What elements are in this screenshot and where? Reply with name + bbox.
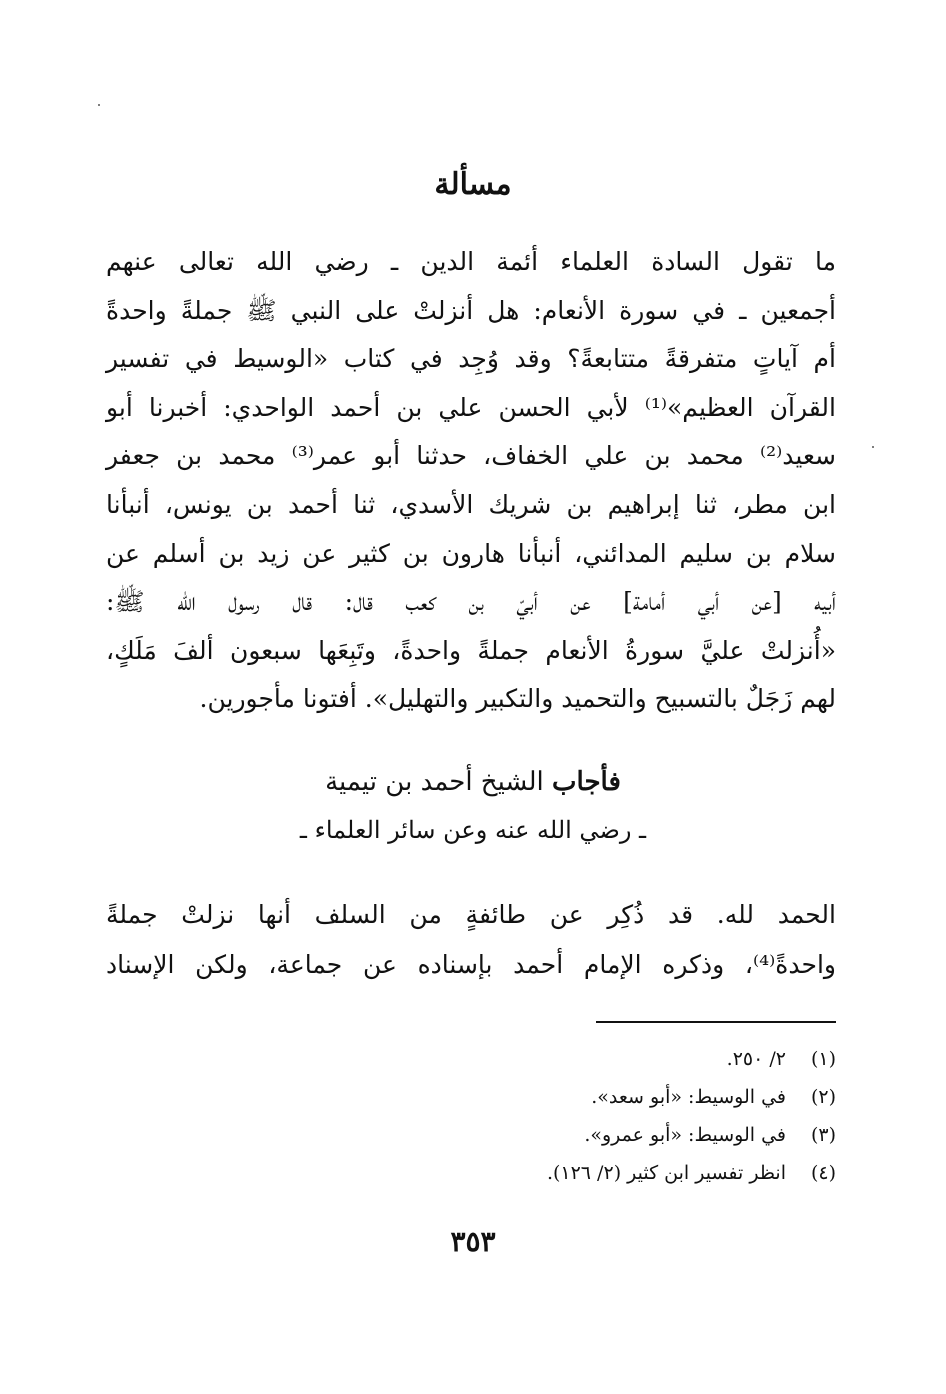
answer-line: واحدةً⁽⁴⁾، وذكره الإمام أحمد بإسناده عن جماعة، ولكن الإسناد [106, 950, 836, 979]
footnote-divider [596, 1021, 836, 1023]
answer-heading-bold: فأجاب [552, 767, 621, 797]
page-number: ٣٥٣ [450, 1225, 496, 1258]
footnote-number: (١) [810, 1048, 836, 1070]
footnote-text: في الوسيط: «أبو سعد». [591, 1086, 786, 1108]
question-line: أجمعين ـ في سورة الأنعام: هل أنزلتْ على النبي ﷺ جملةً واحدةً [106, 295, 836, 325]
footnote-number: (٤) [810, 1162, 836, 1184]
footnote-item [106, 1078, 836, 1116]
scan-speck [872, 446, 874, 448]
question-line: سلام بن سليم المدائني، أنبأنا هارون بن كثير عن زيد بن أسلم عن [106, 538, 836, 568]
question-line: سعيد⁽²⁾ محمد بن علي الخفاف، حدثنا أبو عمر⁽³⁾ محمد بن جعفر [106, 441, 836, 471]
question-line: «أُنزلتْ عليَّ سورةُ الأنعام جملةً واحدةً، وتَبِعَها سبعون ألفَ مَلَكٍ، [106, 635, 836, 665]
footnote-text: ٢/ ٢٥٠. [726, 1048, 786, 1070]
question-line: القرآن العظيم»⁽¹⁾ لأبي الحسن علي بن أحمد الواحدي: أخبرنا أبو [106, 392, 836, 422]
question-paragraph [106, 238, 836, 724]
answer-subheading: ـ رضي الله عنه وعن سائر العلماء ـ [299, 816, 647, 844]
footnote-number: (٢) [810, 1086, 836, 1108]
page-title: مسألة [434, 167, 512, 202]
answer-heading [0, 758, 946, 806]
footnote-item [106, 1040, 836, 1078]
answer-heading-rest: الشيخ أحمد بن تيمية [325, 767, 553, 797]
footnotes-list [106, 1040, 836, 1192]
question-line: أبيه [عن أبي أمامة] عن أبيّ بن كعب قال: قال رسول الله ﷺ: [106, 587, 836, 617]
scan-speck [98, 104, 100, 106]
footnote-item [106, 1154, 836, 1192]
footnote-text: انظر تفسير ابن كثير (٢/ ١٢٦). [546, 1162, 786, 1184]
footnote-text: في الوسيط: «أبو عمرو». [584, 1124, 786, 1146]
answer-paragraph [106, 890, 836, 990]
question-line: ابن مطر، ثنا إبراهيم بن شريك الأسدي، ثنا أحمد بن يونس، أنبأنا [106, 489, 836, 519]
footnote-item [106, 1116, 836, 1154]
question-line: ما تقول السادة العلماء أئمة الدين ـ رضي الله تعالى عنهم [106, 247, 836, 276]
answer-line: الحمد لله. قد ذُكِر عن طائفةٍ من السلف أنها نزلتْ جملةً [106, 900, 836, 929]
question-line: أم آياتٍ متفرقةً متتابعةً؟ وقد وُجِد في كتاب «الوسيط في تفسير [106, 344, 836, 374]
question-line: لهم زَجَلٌ بالتسبيح والتحميد والتكبير والتهليل». أفتونا مأجورين. [199, 684, 836, 714]
footnote-number: (٣) [810, 1124, 836, 1146]
